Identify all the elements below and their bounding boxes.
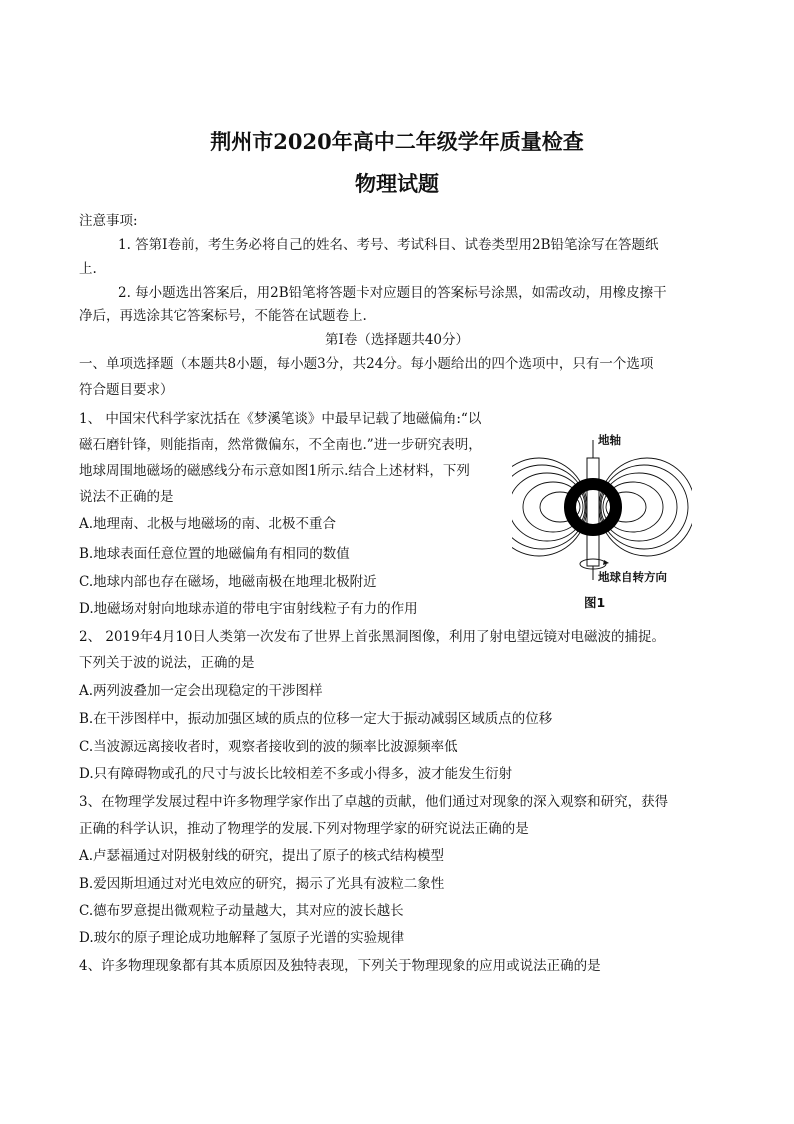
notice-heading: 注意事项: (79, 213, 138, 229)
q1-stem-line4: 说法不正确的是 (79, 489, 174, 505)
part1-instructions: 一、单项选择题（本题共8小题，每小题3分，共24分。每小题给出的四个选项中，只有一个选项 (79, 356, 654, 372)
q4-stem-line1: 4、许多物理现象都有其本质原因及独特表现，下列关于物理现象的应用或说法正确的是 (79, 958, 601, 974)
figure-caption: 图1 (584, 595, 606, 610)
axis-label: 地轴 (598, 433, 621, 447)
q1-option-c: C.地球内部也存在磁场，地磁南极在地理北极附近 (79, 574, 377, 590)
earth-axis (587, 458, 599, 566)
q3-option-b: B.爱因斯坦通过对光电效应的研究，揭示了光具有波粒二象性 (79, 876, 445, 892)
q2-option-a: A.两列波叠加一定会出现稳定的干涉图样 (79, 683, 323, 699)
notice-item-2: 2. 每小题选出答案后，用2B铅笔将答题卡对应题目的答案标号涂黑，如需改动，用橡皮擦干 (118, 285, 667, 301)
q3-stem-line1: 3、在物理学发展过程中许多物理学家作出了卓越的贡献，他们通过对现象的深入观察和研究，获得 (79, 794, 669, 810)
q2-option-b: B.在干涉图样中，振动加强区域的质点的位移一定大于振动减弱区域质点的位移 (79, 711, 553, 727)
q3-option-d: D.玻尔的原子理论成功地解释了氢原子光谱的实验规律 (79, 930, 405, 946)
notice-item-1: 1. 答第I卷前，考生务必将自己的姓名、考号、考试科目、试卷类型用2B铅笔涂写在答题纸 (118, 237, 659, 253)
notice-item-2-cont: 净后，再选涂其它答案标号，不能答在试题卷上. (79, 308, 367, 324)
q3-option-c: C.德布罗意提出微观粒子动量越大，其对应的波长越长 (79, 903, 404, 919)
q3-stem-line2: 正确的科学认识，推动了物理学的发展.下列对物理学家的研究说法正确的是 (79, 821, 529, 837)
q1-option-b: B.地球表面任意位置的地磁偏角有相同的数值 (79, 546, 350, 562)
field-lines (512, 458, 692, 556)
q1-option-d: D.地磁场对射向地球赤道的带电宇宙射线粒子有力的作用 (79, 601, 418, 617)
page-subtitle: 物理试题 (355, 171, 439, 196)
q2-option-d: D.只有障碍物或孔的尺寸与波长比较相差不多或小得多，波才能发生衍射 (79, 766, 513, 782)
q1-stem-line1: 1、 中国宋代科学家沈括在《梦溪笔谈》中最早记载了地磁偏角:“以 (79, 411, 482, 427)
rotation-label: 地球自转方向 (598, 570, 667, 584)
page-title: 荆州市2020年高中二年级学年质量检查 (210, 129, 584, 154)
q2-stem-line1: 2、 2019年4月10日人类第一次发布了世界上首张黑洞图像，利用了射电望远镜对电磁波的捕捉。 (79, 629, 666, 645)
part1-instructions-cont: 符合题目要求） (79, 382, 174, 398)
q1-stem-line3: 地球周围地磁场的磁感线分布示意如图1所示.结合上述材料，下列 (79, 463, 470, 479)
q1-stem-line2: 磁石磨针锋，则能指南，然常微偏东，不全南也.”进一步研究表明， (79, 437, 482, 453)
section-heading: 第I卷（选择题共40分） (324, 332, 469, 348)
notice-item-1-cont: 上. (79, 261, 97, 277)
q2-stem-line2: 下列关于波的说法，正确的是 (79, 655, 255, 671)
q3-option-a: A.卢瑟福通过对阴极射线的研究，提出了原子的核式结构模型 (79, 848, 445, 864)
q1-option-a: A.地理南、北极与地磁场的南、北极不重合 (79, 516, 337, 532)
figure-geomagnetic-field (512, 430, 692, 612)
q2-option-c: C.当波源远离接收者时，观察者接收到的波的频率比波源频率低 (79, 739, 458, 755)
